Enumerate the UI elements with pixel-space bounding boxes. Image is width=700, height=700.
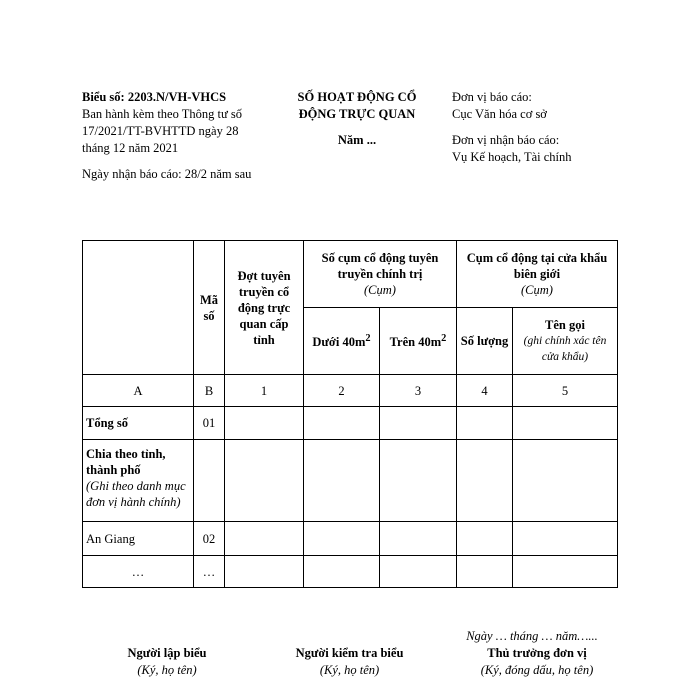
cell-ag-2 (304, 522, 380, 556)
index-4: 4 (457, 375, 513, 407)
form-number: Biểu số: 2203.N/VH-VHCS (82, 90, 227, 104)
index-3: 3 (380, 375, 457, 407)
head-block (452, 645, 622, 679)
cell-ag-4 (457, 522, 513, 556)
row-code-by-province (194, 440, 225, 522)
header-name (513, 308, 618, 375)
table-row (83, 407, 618, 440)
header-quantity: Số lượng (457, 308, 513, 375)
index-5: 5 (513, 375, 618, 407)
cell-total-3 (380, 407, 457, 440)
cell-total-2 (304, 407, 380, 440)
preparer-title: Người lập biểu (127, 646, 207, 660)
index-b: B (194, 375, 225, 407)
cell-more-2 (304, 556, 380, 588)
index-a: A (83, 375, 194, 407)
head-title: Thủ trưởng đơn vị (487, 646, 587, 660)
header-political-clusters (304, 241, 457, 308)
preparer-block (97, 645, 237, 679)
by-province-note: (Ghi theo danh mục đơn vị hành chính) (86, 479, 186, 509)
header-border-clusters (457, 241, 618, 308)
header-title (282, 89, 432, 149)
index-row (83, 375, 618, 407)
reporting-unit: Cục Văn hóa cơ sở (452, 107, 547, 121)
preparer-note: (Ký, họ tên) (137, 663, 197, 677)
by-province-label: Chia theo tỉnh, thành phố (86, 447, 166, 477)
header-left (82, 89, 257, 183)
name-note: (ghi chính xác tên cửa khẩu) (523, 335, 607, 363)
cell-more-5 (513, 556, 618, 588)
table-row (83, 556, 618, 588)
cell-prov-4 (457, 440, 513, 522)
row-label-by-province (83, 440, 194, 522)
cell-total-5 (513, 407, 618, 440)
checker-note: (Ký, họ tên) (319, 663, 380, 677)
issued-with: Ban hành kèm theo Thông tư số 17/2021/TT-BVHTTD ngày 28 tháng 12 năm 2021 (82, 107, 242, 155)
cell-ag-5 (513, 522, 618, 556)
report-table (82, 240, 618, 588)
header-cell-blank (83, 241, 194, 375)
over-40-sup: 2 (441, 333, 447, 345)
header-right (452, 89, 652, 166)
cell-more-1 (225, 556, 304, 588)
row-code-an-giang: 02 (194, 522, 225, 556)
header-under-40 (304, 308, 380, 375)
row-label-an-giang: An Giang (83, 522, 194, 556)
border-clusters-unit: (Cụm) (521, 283, 553, 297)
over-40-label: Trên 40m (389, 335, 442, 350)
checker-title: Người kiểm tra biểu (295, 646, 404, 660)
cell-more-3 (380, 556, 457, 588)
border-clusters-label: Cụm cổ động tại cửa khẩu biên giới (466, 251, 608, 281)
receiving-unit-label: Đơn vị nhận báo cáo: (452, 133, 560, 147)
date-line: Ngày … tháng … năm…... (466, 629, 598, 643)
cell-ag-3 (380, 522, 457, 556)
cell-total-4 (457, 407, 513, 440)
header-over-40 (380, 308, 457, 375)
cell-prov-1 (225, 440, 304, 522)
row-label-more: … (83, 556, 194, 588)
header-code: Mã số (194, 241, 225, 375)
title-line-1: SỐ HOẠT ĐỘNG CỔ (297, 90, 417, 104)
under-40-label: Dưới 40m (312, 335, 366, 350)
header-campaign: Đợt tuyên truyền cổ động trực quan cấp tỉnh (225, 241, 304, 375)
row-code-total: 01 (194, 407, 225, 440)
table-row (83, 440, 618, 522)
checker-block (277, 645, 422, 679)
head-note: (Ký, đóng dấu, họ tên) (480, 663, 594, 677)
cell-more-4 (457, 556, 513, 588)
report-year: Năm ... (337, 133, 377, 147)
row-label-total: Tổng số (83, 407, 194, 440)
row-code-more: … (194, 556, 225, 588)
index-2: 2 (304, 375, 380, 407)
political-clusters-unit: (Cụm) (364, 283, 396, 297)
cell-prov-5 (513, 440, 618, 522)
cell-total-1 (225, 407, 304, 440)
name-label: Tên gọi (545, 318, 585, 332)
cell-prov-3 (380, 440, 457, 522)
receive-date: Ngày nhận báo cáo: 28/2 năm sau (82, 167, 252, 181)
under-40-sup: 2 (365, 333, 371, 345)
title-line-2: ĐỘNG TRỰC QUAN (298, 107, 416, 121)
receiving-unit: Vụ Kế hoạch, Tài chính (452, 150, 572, 164)
reporting-unit-label: Đơn vị báo cáo: (452, 90, 532, 104)
cell-ag-1 (225, 522, 304, 556)
cell-prov-2 (304, 440, 380, 522)
table-row (83, 522, 618, 556)
political-clusters-label: Số cụm cổ động tuyên truyền chính trị (321, 251, 439, 281)
index-1: 1 (225, 375, 304, 407)
